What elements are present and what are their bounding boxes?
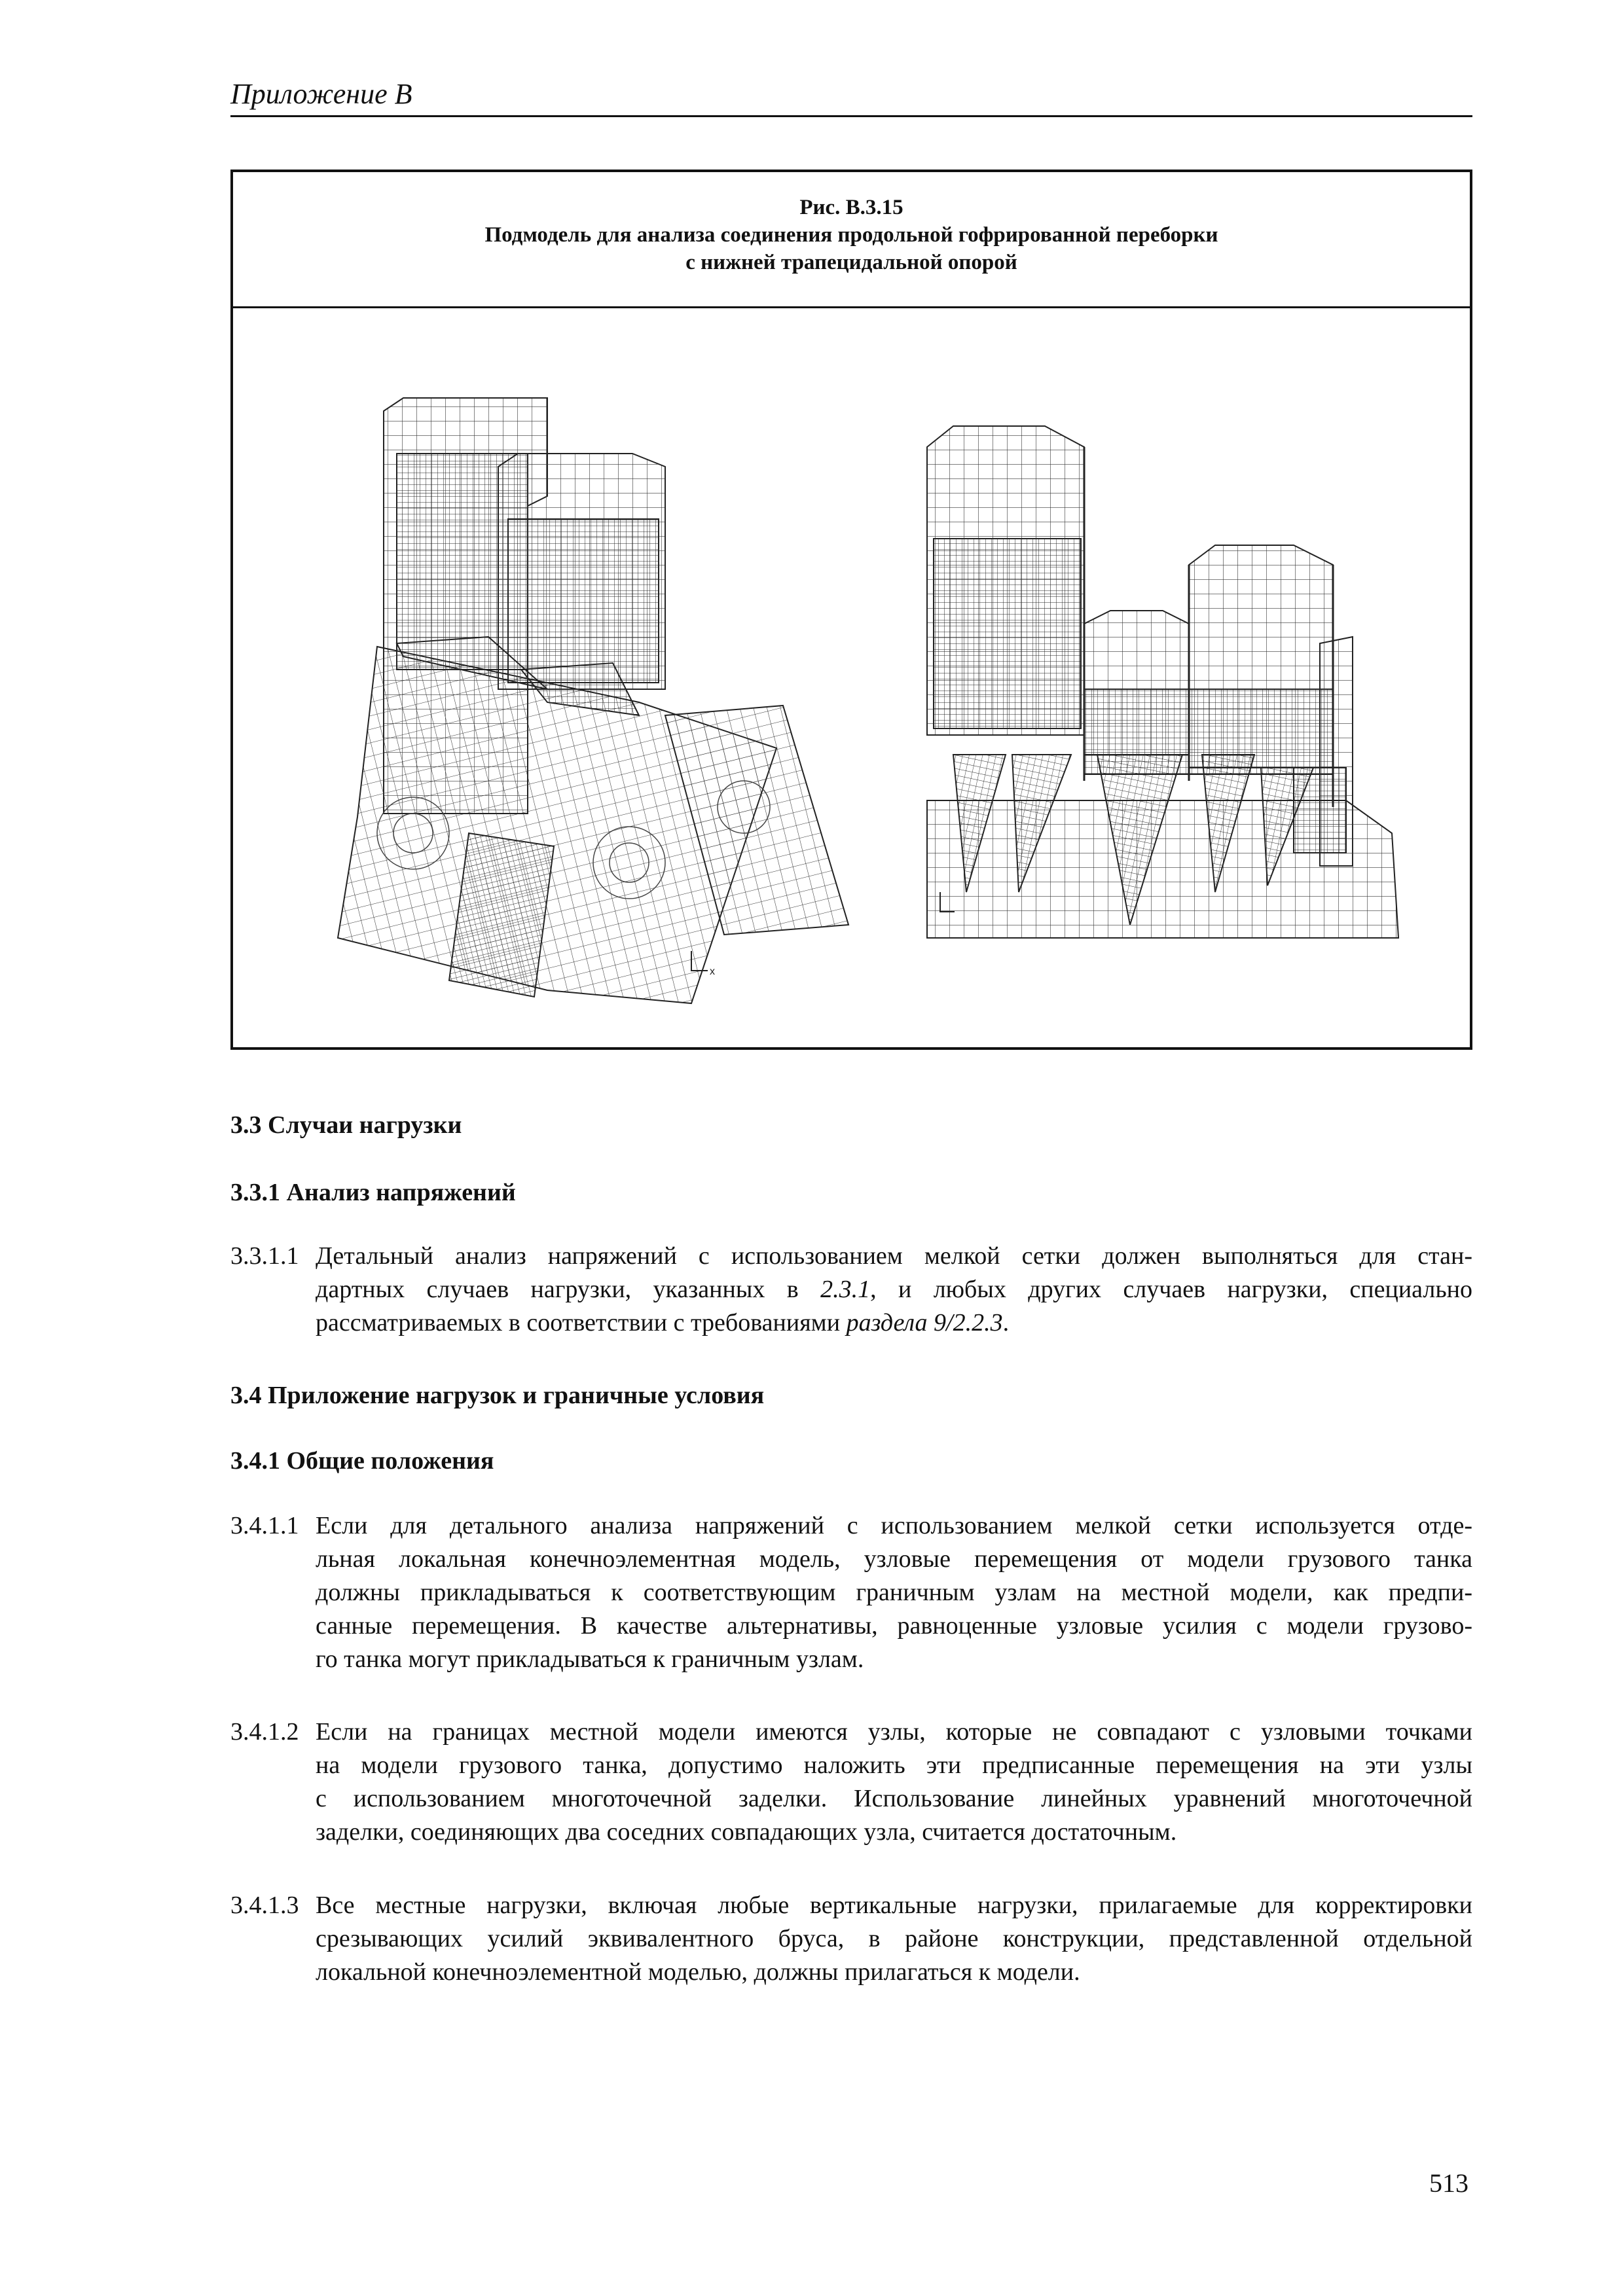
paragraph-line: санные перемещения. В качестве альтернативы, равноценные узловые усилия с модели грузово- xyxy=(316,1612,1472,1640)
running-header: Приложение В xyxy=(230,78,412,110)
paragraph-line: Все местные нагрузки, включая любые вертикальные нагрузки, прилагаемые для корректировки xyxy=(316,1892,1472,1919)
figure-frame xyxy=(230,170,1472,1050)
paragraph-line: локальной конечноэлементной моделью, должны прилагаться к модели. xyxy=(316,1958,1080,1986)
paragraph-line: на модели грузового танка, допустимо наложить эти предписанные перемещения на эти узлы xyxy=(316,1751,1472,1779)
figure-caption-line-1: Подмодель для анализа соединения продольной гофрированной переборки xyxy=(484,223,1218,247)
fe-mesh-illustration xyxy=(272,349,1444,1010)
paragraph-line: Если для детального анализа напряжений с использованием мелкой сетки используется отде- xyxy=(316,1512,1472,1539)
paragraph-number: 3.4.1.1 xyxy=(230,1512,299,1539)
paragraph-line: Детальный анализ напряжений с использованием мелкой сетки должен выполняться для стан- xyxy=(316,1242,1472,1270)
paragraph-3-4-1-2 xyxy=(230,1715,1472,1849)
paragraph-line: рассматриваемых в соответствии с требованиями раздела 9/2.2.3. xyxy=(316,1309,1010,1336)
section-heading-3-4: 3.4 Приложение нагрузок и граничные условия xyxy=(230,1382,765,1409)
figure-caption xyxy=(233,172,1470,308)
figure-label: Рис. В.3.15 xyxy=(799,196,903,219)
paragraph-line: заделки, соединяющих два соседних совпадающих узла, считается достаточным. xyxy=(316,1818,1177,1846)
paragraph-line: го танка могут прикладываться к граничным узлам. xyxy=(316,1645,864,1673)
figure-caption-line-2: с нижней трапецидальной опорой xyxy=(685,251,1017,274)
paragraph-line: срезывающих усилий эквивалентного бруса, в районе конструкции, представленной отдельной xyxy=(316,1925,1472,1952)
section-heading-3-3: 3.3 Случаи нагрузки xyxy=(230,1111,462,1139)
paragraph-3-4-1-1 xyxy=(230,1509,1472,1676)
cross-reference[interactable]: 2.3.1 xyxy=(820,1276,871,1303)
section-heading-3-3-1: 3.3.1 Анализ напряжений xyxy=(230,1179,516,1206)
paragraph-3-3-1-1 xyxy=(230,1240,1472,1340)
paragraph-number: 3.3.1.1 xyxy=(230,1242,299,1270)
paragraph-line: дартных случаев нагрузки, указанных в 2.3.1, и любых других случаев нагрузки, специально xyxy=(316,1276,1472,1303)
header-divider xyxy=(230,115,1472,117)
paragraph-line: должны прикладываться к соответствующим граничным узлам на местной модели, как предпи- xyxy=(316,1579,1472,1606)
paragraph-3-4-1-3 xyxy=(230,1889,1472,1989)
paragraph-number: 3.4.1.3 xyxy=(230,1892,299,1919)
paragraph-line: льная локальная конечноэлементная модель, узловые перемещения от модели грузового танка xyxy=(316,1545,1472,1573)
page-number: 513 xyxy=(1429,2168,1468,2198)
paragraph-line: с использованием многоточечной заделки. Использование линейных уравнений многоточечной xyxy=(316,1785,1472,1812)
left-model xyxy=(338,398,848,1003)
svg-text:x: x xyxy=(710,966,715,977)
section-heading-3-4-1: 3.4.1 Общие положения xyxy=(230,1447,494,1475)
right-model xyxy=(927,426,1398,938)
paragraph-number: 3.4.1.2 xyxy=(230,1718,299,1746)
cross-reference[interactable]: раздела 9/2.2.3 xyxy=(846,1309,1003,1336)
paragraph-line: Если на границах местной модели имеются узлы, которые не совпадают с узловыми точками xyxy=(316,1718,1472,1746)
